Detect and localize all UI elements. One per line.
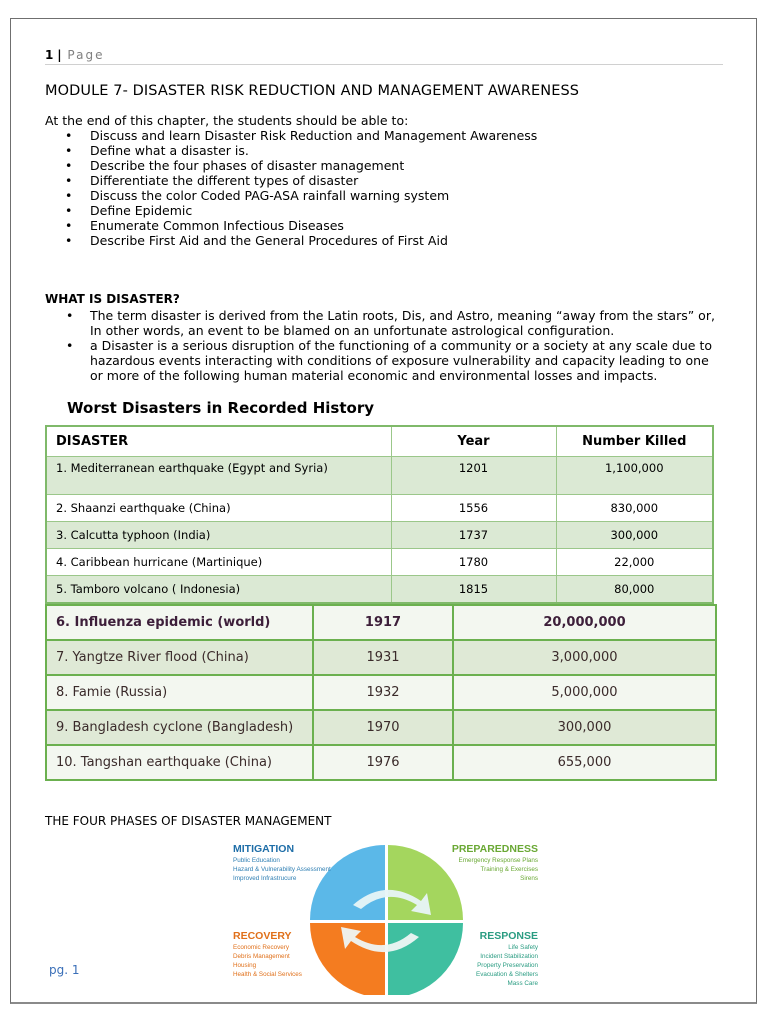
year-cell: 1780 [391, 549, 556, 576]
response-quadrant [388, 923, 463, 995]
disaster-cell: 1. Mediterranean earthquake (Egypt and Syria) [46, 457, 391, 495]
table-row [46, 457, 713, 495]
intro-lead: At the end of this chapter, the students should be able to: [45, 113, 409, 128]
response-item: Property Preservation [477, 962, 538, 969]
disaster-definitions [45, 308, 725, 383]
year-cell: 1815 [391, 576, 556, 604]
year-cell: 1932 [313, 675, 453, 710]
what-is-disaster-heading: WHAT IS DISASTER? [45, 292, 180, 306]
objective-item: • Describe First Aid and the General Procedures of First Aid [90, 233, 537, 248]
header-year: Year [391, 426, 556, 457]
table-row [46, 605, 716, 640]
table-row [46, 710, 716, 745]
response-item: Evacuation & Shelters [476, 971, 538, 978]
disaster-cell: 6. Influenza epidemic (world) [46, 605, 313, 640]
table-header-row [46, 426, 713, 457]
header-killed: Number Killed [556, 426, 713, 457]
preparedness-item: Emergency Response Plans [458, 857, 538, 864]
header-disaster: DISASTER [46, 426, 391, 457]
year-cell: 1556 [391, 495, 556, 522]
killed-cell: 22,000 [556, 549, 713, 576]
response-item: Incident Stabilization [480, 953, 538, 960]
killed-cell: 300,000 [556, 522, 713, 549]
phases-heading: THE FOUR PHASES OF DISASTER MANAGEMENT [45, 814, 332, 828]
preparedness-item: Training & Exercises [480, 866, 538, 873]
killed-cell: 80,000 [556, 576, 713, 604]
table-row [46, 549, 713, 576]
recovery-items [233, 943, 302, 979]
worst-disasters-table-1 [45, 425, 714, 604]
killed-cell: 830,000 [556, 495, 713, 522]
killed-cell: 5,000,000 [453, 675, 716, 710]
definitions-list [45, 308, 725, 383]
disaster-cell: 9. Bangladesh cyclone (Bangladesh) [46, 710, 313, 745]
objective-item: • Define what a disaster is. [90, 143, 537, 158]
mitigation-title: MITIGATION [233, 843, 295, 855]
objective-item: • Discuss and learn Disaster Risk Reduction and Management Awareness [90, 128, 537, 143]
killed-cell: 300,000 [453, 710, 716, 745]
worst-disasters-title: Worst Disasters in Recorded History [67, 399, 375, 417]
table-row [46, 522, 713, 549]
response-item: Life Safety [508, 944, 538, 951]
preparedness-items [459, 856, 538, 883]
table-row [46, 745, 716, 780]
page-number: 1 [45, 48, 54, 62]
mitigation-item: Hazard & Vulnerability Assessment [233, 866, 331, 873]
preparedness-title: PREPAREDNESS [451, 843, 538, 855]
disaster-cell: 7. Yangtze River flood (China) [46, 640, 313, 675]
objectives-list [45, 128, 537, 248]
table-row [46, 495, 713, 522]
recovery-title: RECOVERY [233, 930, 292, 942]
objective-item: • Differentiate the different types of disaster [90, 173, 537, 188]
disaster-cell: 10. Tangshan earthquake (China) [46, 745, 313, 780]
recovery-item: Economic Recovery [233, 944, 289, 951]
worst-disasters-table-2 [45, 604, 717, 781]
response-items [476, 943, 538, 988]
year-cell: 1201 [391, 457, 556, 495]
disaster-cell: 8. Famie (Russia) [46, 675, 313, 710]
killed-cell: 1,100,000 [556, 457, 713, 495]
disaster-cell: 3. Calcutta typhoon (India) [46, 522, 391, 549]
disaster-cell: 5. Tamboro volcano ( Indonesia) [46, 576, 391, 604]
year-cell: 1931 [313, 640, 453, 675]
year-cell: 1737 [391, 522, 556, 549]
objective-item: • Describe the four phases of disaster management [90, 158, 537, 173]
disaster-cell: 4. Caribbean hurricane (Martinique) [46, 549, 391, 576]
mitigation-item: Public Education [233, 857, 280, 864]
killed-cell: 655,000 [453, 745, 716, 780]
recovery-item: Debris Management [233, 953, 290, 960]
page-separator: | [57, 48, 62, 62]
objective-item: • Enumerate Common Infectious Diseases [90, 218, 537, 233]
definition-item: • a Disaster is a serious disruption of the functioning of a community or a society at any scale due to hazardous events interacting with conditions of exposure vulnerability and capacity leading to one or more of the following human material economic and environmental losses and impacts. [90, 338, 725, 383]
phases-diagram [225, 835, 545, 995]
intro-section [45, 113, 537, 248]
page-footer: pg. 1 [49, 963, 80, 977]
preparedness-item: Sirens [520, 875, 538, 882]
killed-cell: 20,000,000 [453, 605, 716, 640]
mitigation-item: Improved Infrastrucure [233, 875, 297, 882]
table-row [46, 675, 716, 710]
recovery-item: Health & Social Services [233, 971, 302, 978]
year-cell: 1917 [313, 605, 453, 640]
year-cell: 1976 [313, 745, 453, 780]
recovery-item: Housing [233, 962, 257, 969]
page-header [45, 48, 723, 65]
page-word: Page [67, 48, 105, 62]
response-item: Mass Care [507, 980, 538, 987]
disaster-cell: 2. Shaanzi earthquake (China) [46, 495, 391, 522]
year-cell: 1970 [313, 710, 453, 745]
mitigation-items [233, 856, 331, 883]
response-title: RESPONSE [479, 930, 538, 942]
module-title: MODULE 7- DISASTER RISK REDUCTION AND MANAGEMENT AWARENESS [45, 83, 580, 99]
table-row [46, 640, 716, 675]
killed-cell: 3,000,000 [453, 640, 716, 675]
definition-item: • The term disaster is derived from the Latin roots, Dis, and Astro, meaning “away from the stars” or, In other words, an event to be blamed on an unfortunate astrological configuration. [90, 308, 725, 338]
table-row [46, 576, 713, 604]
objective-item: • Define Epidemic [90, 203, 537, 218]
objective-item: • Discuss the color Coded PAG-ASA rainfall warning system [90, 188, 537, 203]
